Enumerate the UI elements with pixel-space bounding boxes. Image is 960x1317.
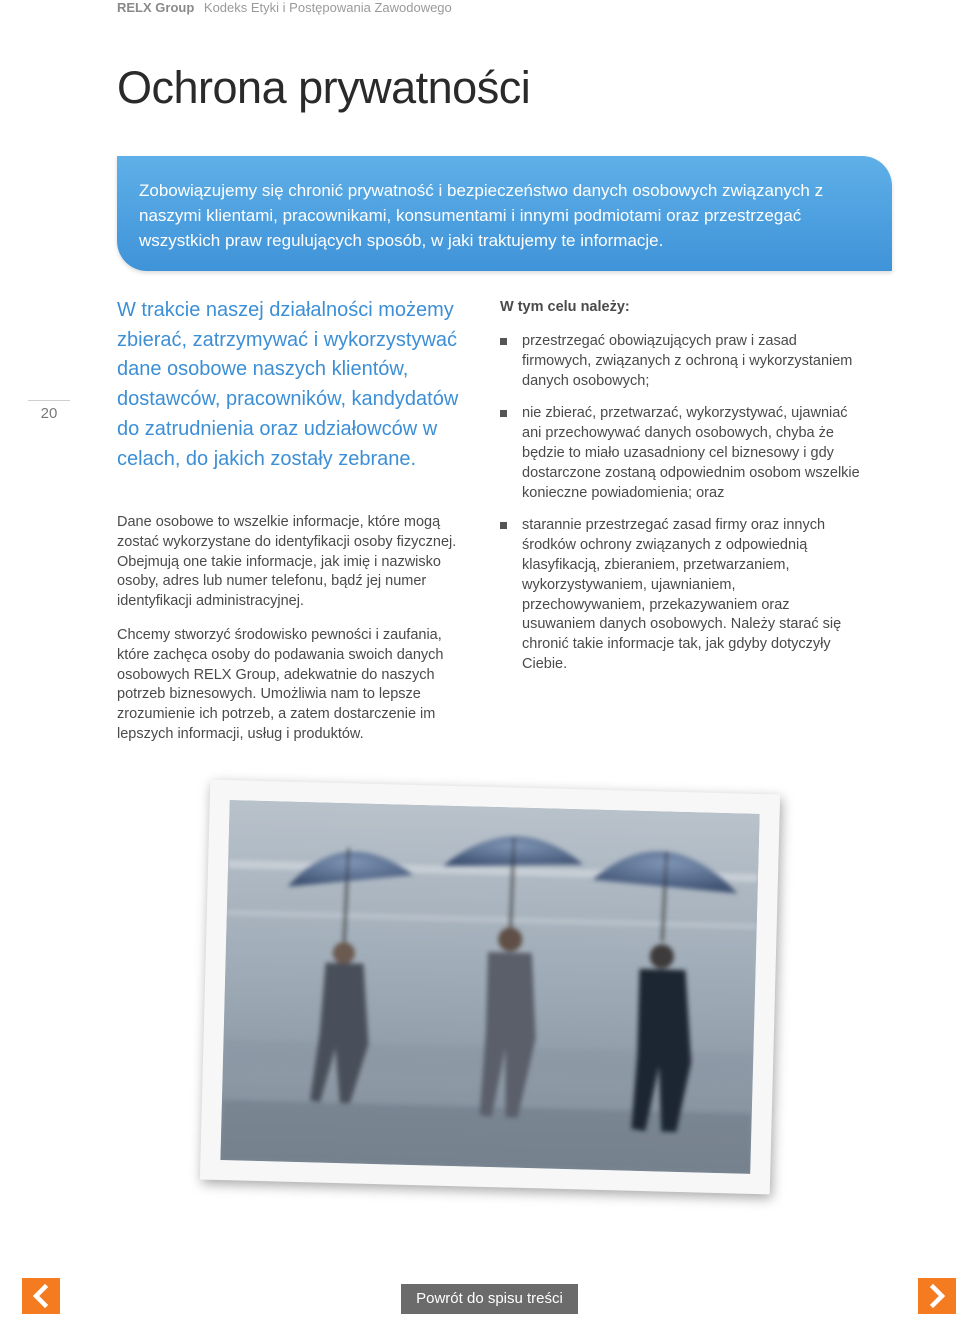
bullet-square-icon [500,410,507,417]
paragraph-personal-data: Dane osobowe to wszelkie informacje, które mogą zostać wykorzystane do identyfikacji osoby fizycznej. Obejmują one takie informacje, jak imię i nazwisko osoby, adres lub numer telefonu, bądź jej numer identyfikacji administracyjnej. [117,514,457,610]
bullet-square-icon [500,338,507,345]
obligations-list [500,332,860,688]
photo-frame [200,780,780,1195]
list-item-text: starannie przestrzegać zasad firmy oraz innych środków ochrony związanych z odpowiednią klasyfikacją, zbieraniem, przetwarzaniem, wykorzystywaniem, ujawnianiem, przechowywaniem, przekazywaniem oraz usuwaniem danych osobowych. Należy starać się chronić takie informacje tak, jak gdyby dotyczyły Ciebie. [522,517,842,672]
list-item [500,516,860,674]
list-item-text: przestrzegać obowiązujących praw i zasad firmowych, związanych z ochroną i wykorzystaniem danych osobowych; [522,333,853,389]
bullet-square-icon [500,522,507,529]
photo-people-with-umbrellas [220,800,759,1174]
header-brand: RELX Group [117,0,195,15]
back-to-contents-button[interactable]: Powrót do spisu treści [401,1284,578,1314]
chevron-right-icon [918,1278,956,1314]
page-title: Ochrona prywatności [117,62,531,113]
right-column-heading: W tym celu należy: [500,299,630,315]
intro-banner [117,156,892,271]
paragraph-trust: Chcemy stworzyć środowisko pewności i zaufania, które zachęca osoby do podawania swoich danych osobowych RELX Group, adekwatnie do naszych potrzeb biznesowych. Umożliwia nam to lepsze zrozumienie ich potrzeb, a zatem dostarczenie im lepszych informacji, usług i produktów. [117,627,444,742]
list-item [500,332,860,391]
page-number: 20 [40,405,58,422]
lead-text: W trakcie naszej działalności możemy zbierać, zatrzymywać i wykorzystywać dane osobowe naszych klientów, dostawców, pracowników, kandydatów do zatrudnienia oraz udziałowców w celach, do jakich zostały zebrane. [117,299,459,470]
next-page-button[interactable] [918,1278,956,1314]
previous-page-button[interactable] [22,1278,60,1314]
umbrella-photo-illustration [220,800,759,1174]
page-header [117,0,452,15]
page-number-marker [28,400,70,422]
header-title: Kodeks Etyki i Postępowania Zawodowego [203,0,452,15]
banner-text: Zobowiązujemy się chronić prywatność i bezpieczeństwo danych osobowych związanych z naszymi klientami, pracownikami, konsumentami i innymi podmiotami oraz przestrzegać wszystkich praw regulujących sposób, w jaki traktujemy te informacje. [139,181,824,250]
list-item [500,404,860,503]
list-item-text: nie zbierać, przetwarzać, wykorzystywać, ujawniać ani przechowywać danych osobowych, chyba że będzie to miało uzasadniony cel biznesowy i gdy dostarczone zostaną odpowiednim osobom wszelkie konieczne powiadomienia; oraz [522,405,860,501]
chevron-left-icon [22,1278,60,1314]
